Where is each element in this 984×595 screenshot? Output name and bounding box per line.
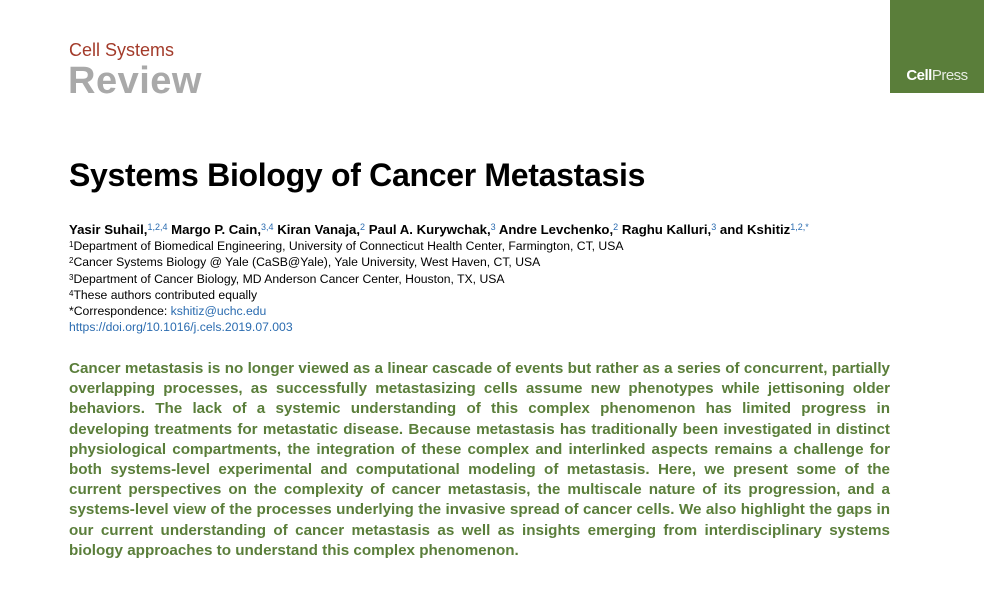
affiliation-item [69,287,624,303]
affiliation-marker: 4 [69,288,74,298]
abstract: Cancer metastasis is no longer viewed as a linear cascade of events but rather as a series of concurrent, partially overlapping processes, as successfully metastasizing cells assume new phenotypes while jettisoning older behaviors. The lack of a systemic understanding of this complex phenomenon has limited progress in developing treatments for metastatic disease. Because metastasis has traditionally been investigated in distinct physiological compartments, the integration of these complex and interlinked aspects remains a challenge for both systems-level experimental and computational modeling of metastasis. Here, we present some of the current perspectives on the complexity of cancer metastasis, the multiscale nature of its progression, and a systems-level view of the processes underlying the invasive spread of cancer cells. We also highlight the gaps in our current understanding of cancer metastasis as well as insights emerging from interdisciplinary systems biology approaches to understand this complex phenomenon. [69,360,890,559]
affiliation-item [69,254,624,270]
author-affiliation-marker[interactable]: 1,2,* [790,222,809,232]
doi-link[interactable]: https://doi.org/10.1016/j.cels.2019.07.003 [69,320,293,335]
author-name[interactable]: and Kshitiz [716,222,791,237]
affiliation-item [69,238,624,254]
journal-name: Cell Systems [69,40,175,60]
author-name[interactable]: Raghu Kalluri, [618,222,712,237]
logo-bold: Cell [906,67,932,84]
author-name[interactable]: Margo P. Cain, [167,222,262,237]
author-name[interactable]: Andre Levchenko, [495,222,614,237]
author-affiliation-marker[interactable]: 3 [711,222,717,232]
author-affiliation-marker[interactable]: 2 [360,222,366,232]
author-affiliation-marker[interactable]: 3,4 [261,222,274,232]
affiliations [69,238,624,336]
correspondence-label: *Correspondence: [69,304,171,319]
correspondence [69,303,624,319]
author-name[interactable]: Yasir Suhail, [69,222,148,237]
affiliation-text: Cancer Systems Biology @ Yale (CaSB@Yale), Yale University, West Haven, CT, USA [73,255,541,270]
doi-row [69,319,624,335]
article-type: Review [68,60,202,102]
correspondence-email-link[interactable]: kshitiz@uchc.edu [170,304,267,319]
cellpress-logo-text [890,67,984,85]
author-affiliation-marker[interactable]: 1,2,4 [147,222,168,232]
author-name[interactable]: Paul A. Kurywchak, [365,222,491,237]
author-list [69,221,809,239]
author-affiliation-marker[interactable]: 3 [490,222,496,232]
affiliation-item [69,271,624,287]
affiliation-marker: 2 [69,256,74,266]
author-affiliation-marker[interactable]: 2 [613,222,619,232]
affiliation-text: Department of Biomedical Engineering, University of Connecticut Health Center, Farmington, CT, USA [73,239,624,253]
affiliation-marker: 1 [69,240,74,249]
affiliation-text: These authors contributed equally [73,287,258,302]
author-name[interactable]: Kiran Vanaja, [273,222,361,237]
logo-light: Press [931,67,968,84]
affiliation-marker: 3 [69,272,74,282]
article-title: Systems Biology of Cancer Metastasis [69,157,646,193]
affiliation-text: Department of Cancer Biology, MD Anderson Cancer Center, Houston, TX, USA [73,271,505,286]
cellpress-logo[interactable] [890,0,984,93]
